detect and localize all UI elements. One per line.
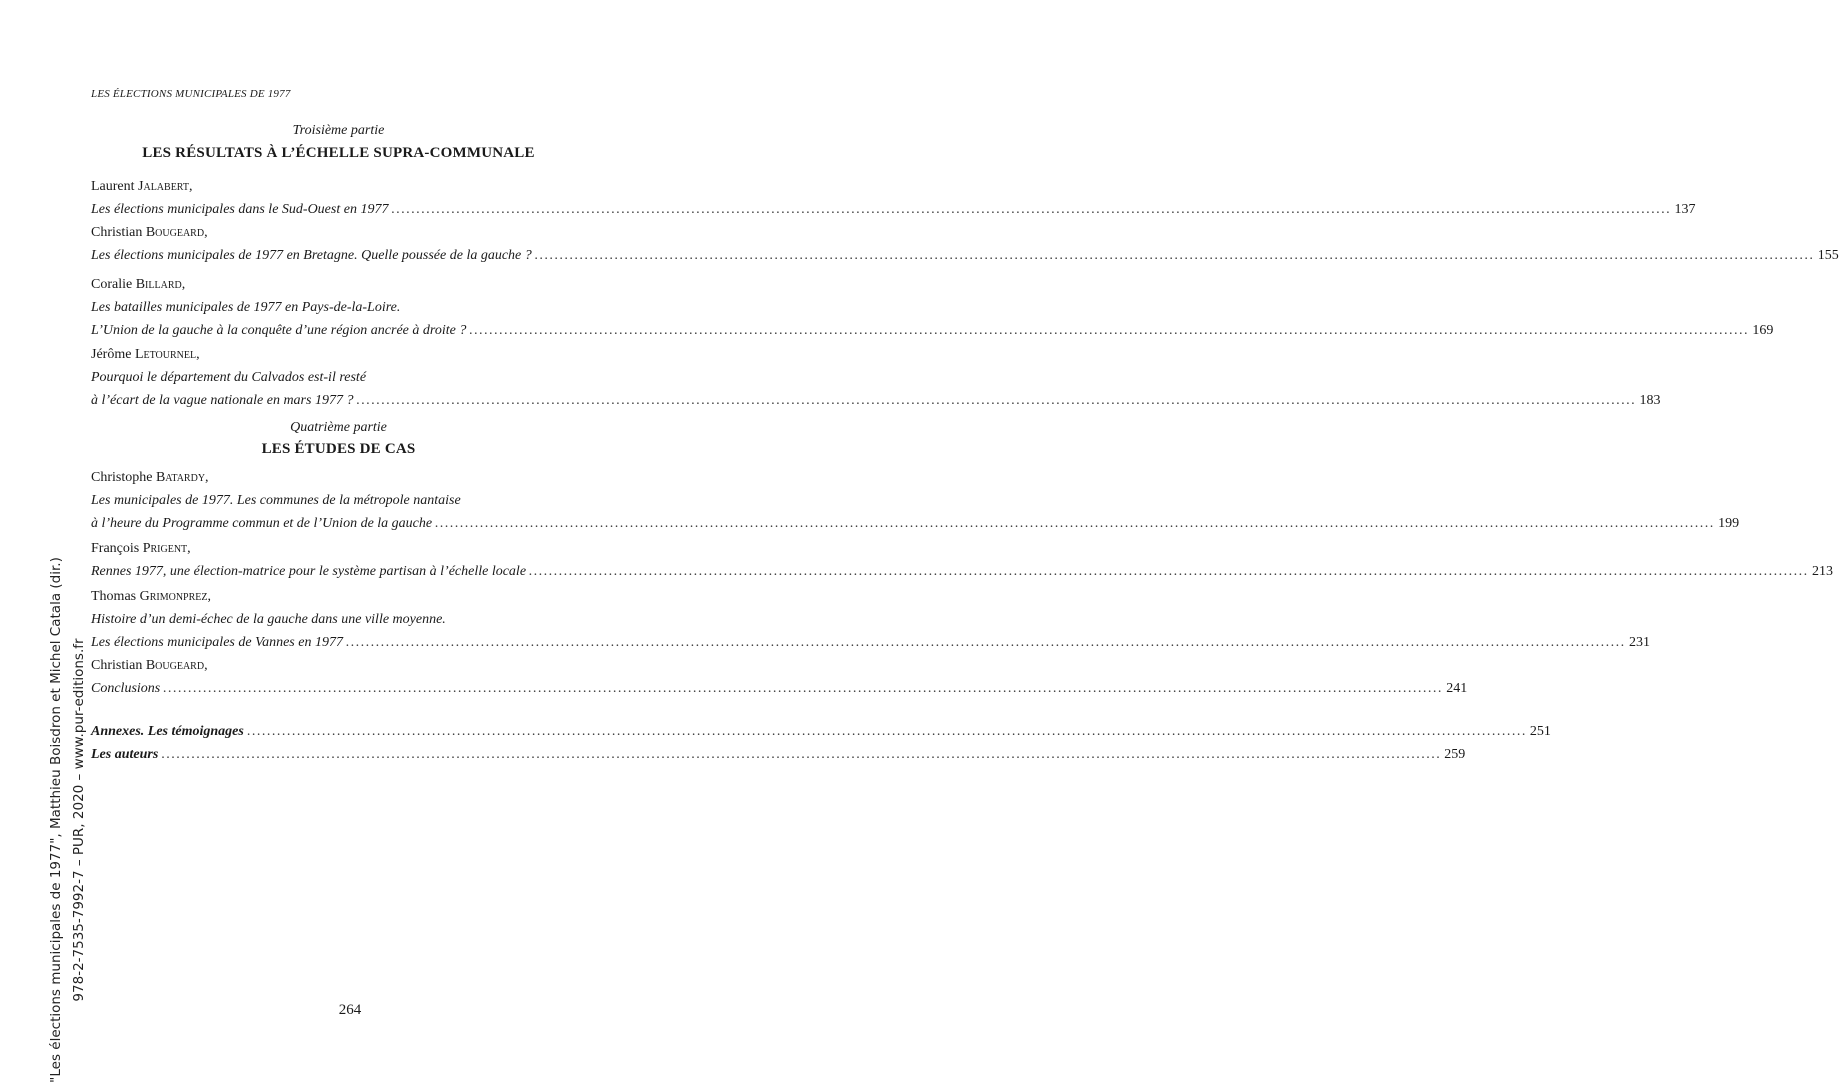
page-number: 199 (1718, 516, 1740, 531)
dot-leader: ................................................................................................................................................................................................................................................................ (391, 202, 1672, 217)
author-name: Christian Bougeard, (91, 658, 208, 673)
chapter-title: Les municipales de 1977. Les communes de la métropole nantaise (91, 493, 461, 508)
part3-title: LES RÉSULTATS À L’ÉCHELLE SUPRA-COMMUNALE (142, 145, 535, 161)
page-number: 241 (1446, 681, 1468, 696)
dot-leader: ................................................................................................................................................................................................................................................................ (469, 323, 1750, 338)
part4-label: Quatrième partie (290, 420, 387, 435)
toc-entry (91, 221, 1839, 267)
toc-entry (91, 537, 1834, 583)
chapter-title: Histoire d’un demi-échec de la gauche dans une ville moyenne. (91, 612, 446, 627)
dot-leader: ................................................................................................................................................................................................................................................................ (163, 681, 1444, 696)
chapter-title: à l’heure du Programme commun et de l’Union de la gauche (91, 516, 433, 531)
toc-annex-entry (91, 743, 1466, 766)
page-number: 169 (1752, 323, 1774, 338)
toc-entry (91, 175, 1696, 221)
toc-entry (91, 343, 1661, 412)
dot-leader: ................................................................................................................................................................................................................................................................ (529, 564, 1810, 579)
toc-title-line[interactable] (91, 244, 1839, 267)
chapter-title: Les élections municipales de Vannes en 1977 (91, 635, 343, 650)
toc-title-line[interactable] (91, 720, 1551, 743)
dot-leader: ................................................................................................................................................................................................................................................................ (356, 393, 1637, 408)
author-name: Thomas Grimonprez, (91, 589, 212, 604)
page-number: 231 (1628, 635, 1650, 650)
author-name: Coralie Billard, (91, 277, 186, 292)
chapter-title: Conclusions (91, 681, 161, 696)
chapter-title: Les élections municipales dans le Sud-Ouest en 1977 (91, 202, 389, 217)
page-number: 155 (1817, 248, 1839, 263)
author-name: Laurent Jalabert, (91, 179, 193, 194)
part3-label: Troisième partie (292, 123, 385, 138)
toc-title-line[interactable] (91, 560, 1834, 583)
side-citation-note (45, 557, 91, 1083)
dot-leader: ................................................................................................................................................................................................................................................................ (161, 747, 1442, 762)
chapter-title: à l’écart de la vague nationale en mars 1977 ? (91, 393, 354, 408)
toc-entry (91, 654, 1468, 700)
part4-title: LES ÉTUDES DE CAS (261, 441, 416, 457)
chapter-title: Les batailles municipales de 1977 en Pays-de-la-Loire. (91, 300, 401, 315)
author-name: François Prigent, (91, 541, 191, 556)
toc-title-line[interactable] (91, 743, 1466, 766)
toc-entry (91, 273, 1774, 342)
author-name: Christian Bougeard, (91, 225, 208, 240)
toc-annex-entry (91, 720, 1551, 743)
dot-leader: ................................................................................................................................................................................................................................................................ (435, 516, 1716, 531)
toc-title-line[interactable] (91, 631, 1650, 654)
toc-title-line[interactable] (91, 198, 1696, 221)
chapter-title: Les élections municipales de 1977 en Bretagne. Quelle poussée de la gauche ? (91, 248, 532, 263)
annex-title: Les auteurs (91, 747, 159, 762)
page-folio: 264 (338, 1002, 362, 1018)
chapter-title: Rennes 1977, une élection-matrice pour le système partisan à l’échelle locale (91, 564, 527, 579)
toc-title-line[interactable] (91, 389, 1661, 412)
page-number: 259 (1444, 747, 1466, 762)
toc-title-line[interactable] (91, 512, 1740, 535)
author-name: Jérôme Letournel, (91, 347, 200, 362)
page-number: 251 (1529, 724, 1551, 739)
annex-title: Annexes. Les témoignages (91, 724, 244, 739)
dot-leader: ................................................................................................................................................................................................................................................................ (345, 635, 1626, 650)
dot-leader: ................................................................................................................................................................................................................................................................ (534, 248, 1815, 263)
page-number: 213 (1812, 564, 1834, 579)
chapter-title: Pourquoi le département du Calvados est-il resté (91, 370, 367, 385)
page-number: 137 (1674, 202, 1696, 217)
toc-entry (91, 466, 1740, 535)
toc-entry (91, 585, 1650, 654)
chapter-title: L’Union de la gauche à la conquête d’une région ancrée à droite ? (91, 323, 467, 338)
toc-title-line[interactable] (91, 319, 1774, 342)
running-head: LES ÉLECTIONS MUNICIPALES DE 1977 (91, 88, 291, 100)
author-name: Christophe Batardy, (91, 470, 209, 485)
toc-title-line[interactable] (91, 677, 1468, 700)
side-note-line: 978-2-7535-7992-7 – PUR, 2020 – www.pur-editions.fr (71, 638, 87, 1002)
dot-leader: ................................................................................................................................................................................................................................................................ (246, 724, 1527, 739)
page-number: 183 (1639, 393, 1661, 408)
side-note-line: "Les élections municipales de 1977", Matthieu Boisdron et Michel Catala (dir.) (48, 557, 64, 1083)
